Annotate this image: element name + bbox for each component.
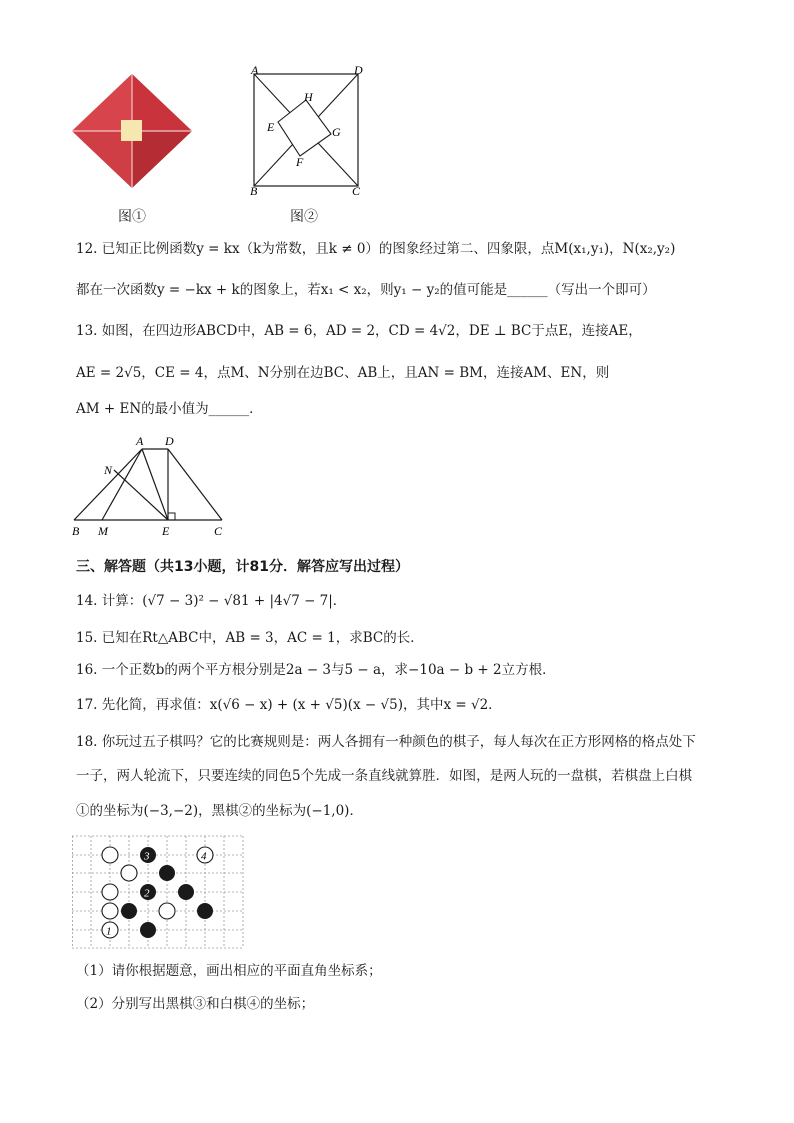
white-stone-1-label: 1 bbox=[106, 925, 112, 938]
q18-line2: 一子，两人轮流下，只要连续的同色5个先成一条直线就算胜．如图，是两人玩的一盘棋，若棋盘上白棋 bbox=[76, 768, 693, 784]
q18-sub2: （2）分别写出黑棋③和白棋④的坐标； bbox=[76, 996, 315, 1012]
q16: 16. 一个正数b的两个平方根分别是2a − 3与5 − a，求−10a − b + 2立方根． bbox=[76, 662, 556, 678]
white-stone bbox=[102, 847, 118, 863]
label-N: N bbox=[104, 463, 113, 477]
white-stone-4-label: 4 bbox=[201, 850, 207, 863]
white-stone bbox=[159, 903, 175, 919]
label-F: F bbox=[296, 155, 304, 169]
white-stone bbox=[121, 865, 137, 881]
black-stone-2-label: 2 bbox=[144, 887, 150, 900]
label-G: G bbox=[332, 125, 341, 139]
q12-line2: 都在一次函数y = −kx + k的图象上，若x₁ < x₂，则y₁ − y₂的值可能是______（写出一个即可） bbox=[76, 282, 656, 298]
white-stone bbox=[102, 903, 118, 919]
q13-line3: AM + EN的最小值为______． bbox=[76, 401, 263, 417]
q13-line1: 13. 如图，在四边形ABCD中，AB = 6，AD = 2，CD = 4√2，DE ⊥ BC于点E，连接AE， bbox=[76, 323, 642, 339]
q18-line1: 18. 你玩过五子棋吗？它的比赛规则是：两人各拥有一种颜色的棋子，每人每次在正方形网格的格点处下 bbox=[76, 734, 696, 750]
label-E: E bbox=[162, 524, 170, 538]
label-D: D bbox=[354, 63, 363, 77]
label-C: C bbox=[352, 184, 361, 198]
black-stone bbox=[197, 903, 213, 919]
square-geometry-figure bbox=[244, 62, 368, 198]
black-stone bbox=[140, 922, 156, 938]
q17: 17. 先化简，再求值：x(√6 − x) + (x + √5)(x − √5)，其中x = √2． bbox=[76, 697, 502, 713]
figure-2-caption: 图② bbox=[290, 209, 318, 225]
figure-1-caption: 图① bbox=[118, 209, 146, 225]
q13-figure bbox=[66, 432, 236, 540]
label-H: H bbox=[304, 90, 313, 104]
black-stone bbox=[159, 865, 175, 881]
gomoku-board-svg bbox=[72, 835, 244, 949]
label-B: B bbox=[72, 524, 80, 538]
black-stone-3-label: 3 bbox=[144, 850, 150, 863]
label-A: A bbox=[251, 63, 259, 77]
q15: 15. 已知在Rt△ABC中，AB = 3，AC = 1，求BC的长． bbox=[76, 630, 424, 646]
label-A: A bbox=[136, 434, 144, 448]
label-M: M bbox=[98, 524, 108, 538]
label-B: B bbox=[250, 184, 258, 198]
pinwheel-square-figure bbox=[70, 72, 194, 190]
gomoku-board bbox=[72, 835, 244, 949]
quadrilateral-abcd-figure bbox=[66, 432, 236, 540]
figure-1 bbox=[70, 72, 194, 190]
black-stone bbox=[178, 884, 194, 900]
label-E: E bbox=[267, 120, 275, 134]
section-3-heading: 三、解答题（共13小题，计81分．解答应写出过程） bbox=[76, 559, 409, 575]
figure-2 bbox=[244, 62, 368, 198]
q14: 14. 计算：(√7 − 3)² − √81 + |4√7 − 7|． bbox=[76, 593, 347, 609]
q18-line3: ①的坐标为(−3,−2)，黑棋②的坐标为(−1,0)． bbox=[76, 803, 363, 819]
q13-line2: AE = 2√5，CE = 4，点M、N分别在边BC、AB上，且AN = BM，连接AM、EN，则 bbox=[76, 365, 610, 381]
black-stone bbox=[121, 903, 137, 919]
label-D: D bbox=[165, 434, 174, 448]
label-C: C bbox=[214, 524, 223, 538]
q12-line1: 12. 已知正比例函数y = kx（k为常数，且k ≠ 0）的图象经过第二、四象限，点M(x₁,y₁)，N(x₂,y₂) bbox=[76, 241, 676, 257]
white-stone bbox=[102, 884, 118, 900]
q18-sub1: （1）请你根据题意，画出相应的平面直角坐标系； bbox=[76, 963, 382, 979]
